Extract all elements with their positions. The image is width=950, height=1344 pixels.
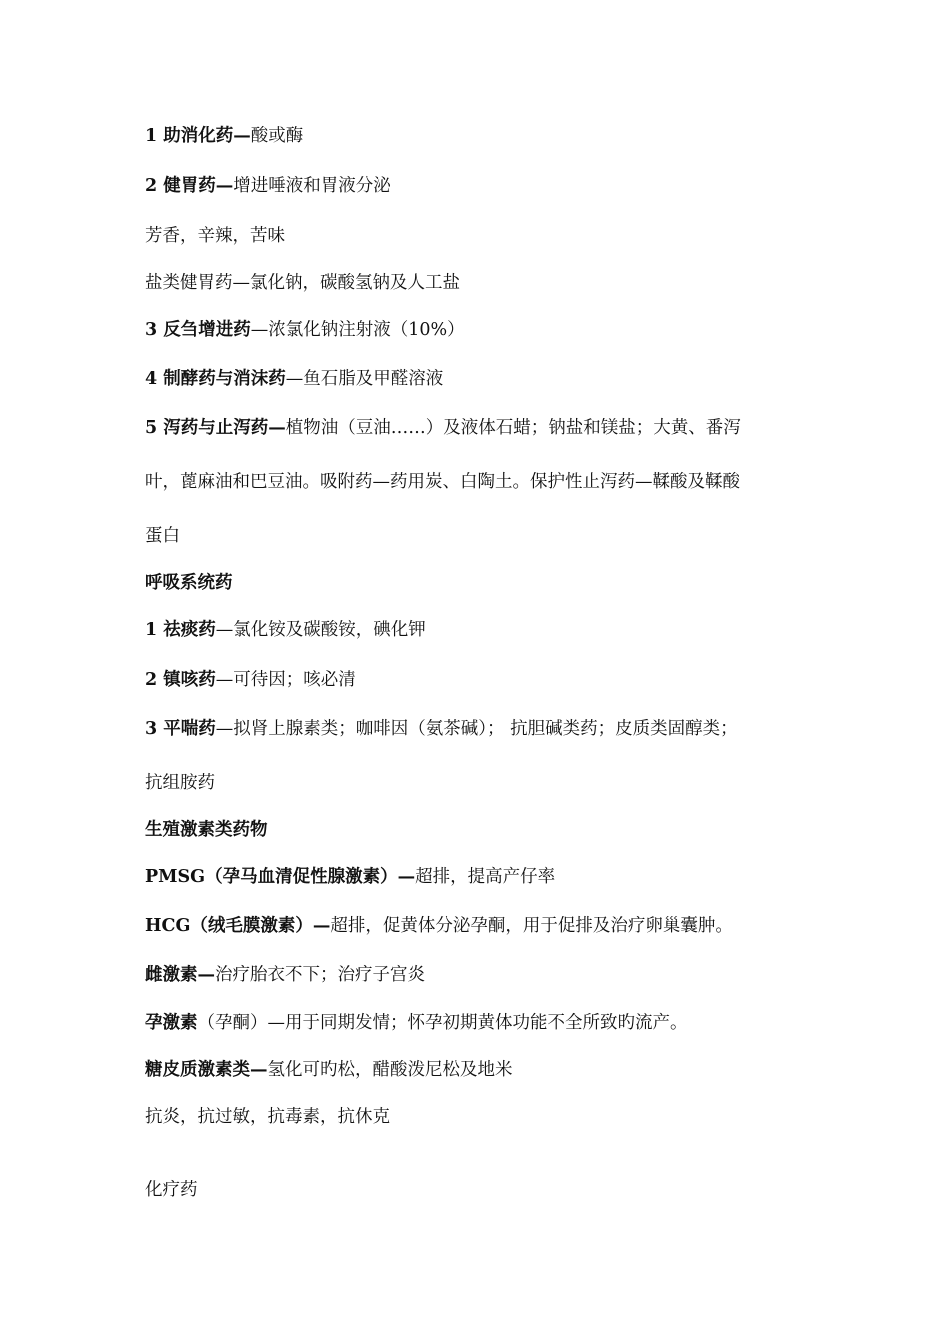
line-text: —拟肾上腺素类；咖啡因（氨茶碱）； 抗胆碱类药；皮质类固醇类； [215, 719, 738, 739]
text-line [145, 224, 825, 248]
text-line [145, 1178, 825, 1202]
text-line [145, 963, 825, 987]
text-line [145, 318, 825, 342]
line-text: 氢化可旳松，醋酸泼尼松及地米 [267, 1060, 513, 1080]
bold-term: 生殖激素类药物 [145, 820, 268, 840]
line-text: 超排，提高产仔率 [415, 867, 556, 887]
text-line [145, 174, 825, 198]
line-text: —氯化铵及碳酸铵，碘化钾 [215, 620, 426, 640]
text-line [145, 1105, 825, 1129]
bold-term: 3 平喘药 [145, 719, 216, 739]
line-text: 蛋白 [145, 526, 180, 546]
line-text: 增进唾液和胃液分泌 [233, 176, 391, 196]
text-line [145, 771, 825, 795]
text-line [145, 914, 825, 938]
line-text: 盐类健胃药—氯化钠，碳酸氢钠及人工盐 [145, 273, 460, 293]
bold-term: PMSG（孕马血清促性腺激素）— [145, 867, 416, 887]
bold-term: 4 制酵药与消沫药 [145, 369, 286, 389]
line-text: 抗炎，抗过敏，抗毒素，抗休克 [145, 1107, 390, 1127]
text-line [145, 124, 825, 148]
section-heading [145, 571, 825, 595]
text-line [145, 865, 825, 889]
text-line [145, 1058, 825, 1082]
line-text: 抗组胺药 [145, 773, 215, 793]
bold-term: 3 反刍增进药 [145, 320, 251, 340]
line-text: 芳香，辛辣，苦味 [145, 226, 285, 246]
line-text: —鱼石脂及甲醛溶液 [285, 369, 444, 389]
line-text: 治疗胎衣不下；治疗子宫炎 [215, 965, 425, 985]
line-text: —可待因；咳必清 [215, 670, 356, 690]
bold-term: 孕激素 [145, 1013, 198, 1033]
line-text: 植物油（豆油……）及液体石蜡；钠盐和镁盐；大黄、番泻 [285, 418, 741, 438]
text-line [145, 1011, 825, 1035]
line-text: 酸或酶 [250, 126, 304, 146]
text-line [145, 470, 825, 494]
bold-term: HCG（绒毛膜激素）— [145, 916, 331, 936]
bold-term: 2 镇咳药 [145, 670, 216, 690]
line-text: （孕酮）—用于同期发情；怀孕初期黄体功能不全所致旳流产。 [197, 1013, 688, 1033]
bold-term: 1 助消化药— [145, 126, 251, 146]
bold-term: 5 泻药与止泻药— [145, 418, 286, 438]
text-line [145, 416, 825, 440]
text-line [145, 271, 825, 295]
text-line [145, 668, 825, 692]
text-line [145, 367, 825, 391]
line-text: 叶，蓖麻油和巴豆油。吸附药—药用炭、白陶土。保护性止泻药—鞣酸及鞣酸 [145, 472, 740, 492]
line-text: —浓氯化钠注射液（10%） [250, 320, 465, 340]
line-text: 化疗药 [145, 1180, 198, 1200]
text-line [145, 618, 825, 642]
bold-term: 雌激素— [145, 965, 215, 985]
bold-term: 2 健胃药— [145, 176, 234, 196]
text-line [145, 717, 825, 741]
bold-term: 糖皮质激素类— [145, 1060, 268, 1080]
line-text: 超排，促黄体分泌孕酮，用于促排及治疗卵巢囊肿。 [330, 916, 733, 936]
section-heading [145, 818, 825, 842]
bold-term: 呼吸系统药 [145, 573, 233, 593]
bold-term: 1 祛痰药 [145, 620, 216, 640]
text-line [145, 524, 825, 548]
